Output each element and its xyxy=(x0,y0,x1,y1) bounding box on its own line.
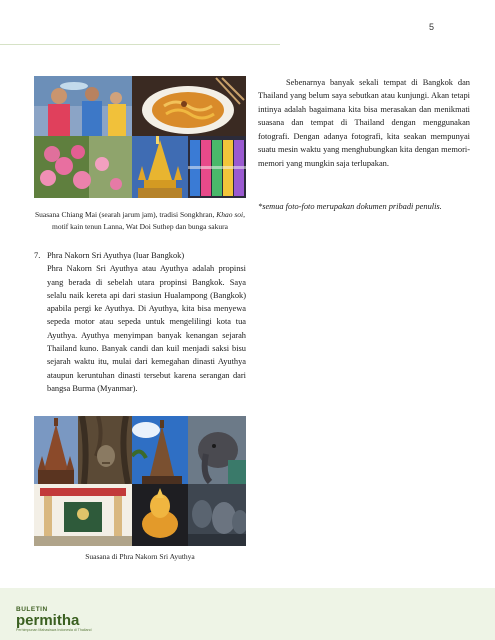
photo-credit-note: *semua foto-foto merupakan dokumen pribadi penulis. xyxy=(258,202,442,211)
ayuthya-temple-photo xyxy=(34,416,78,484)
buddha-statue-photo xyxy=(132,484,188,546)
top-caption-part1: Suasana Chiang Mai (searah jarum jam), tradisi Songkhran, xyxy=(35,210,215,219)
logo-sub-text: Perhimpunan Mahasiswa Indonesia di Thailand xyxy=(16,628,92,632)
top-caption-italic: Khao soi xyxy=(216,210,244,219)
chedi-sky-photo xyxy=(132,416,188,484)
header-rule xyxy=(0,44,280,45)
wat-doi-suthep-photo xyxy=(132,136,188,198)
closing-paragraph-block xyxy=(258,76,470,170)
logo-main-text: permitha xyxy=(16,612,80,629)
elephant-photo xyxy=(188,416,246,484)
buddha-rows-photo xyxy=(188,484,246,546)
logo-top-text: BULETIN xyxy=(16,606,48,613)
top-photo-caption xyxy=(34,209,246,232)
temple-gate-photo xyxy=(34,484,132,546)
page-number: 5 xyxy=(429,22,435,32)
lanna-fabric-photo xyxy=(188,136,246,198)
songkhran-photo xyxy=(34,76,132,136)
section-title: Phra Nakorn Sri Ayuthya (luar Bangkok) xyxy=(47,251,185,260)
section-number: 7. xyxy=(34,251,41,260)
top-caption-part2: , motif kain tenun Lanna, Wat Doi Suthep dan bunga sakura xyxy=(52,210,245,231)
buletin-permitha-logo xyxy=(16,606,91,632)
buddha-head-tree-photo xyxy=(78,416,132,484)
section-body: Phra Nakorn Sri Ayuthya atau Ayuthya adalah propinsi yang berada di sebelah utara propinsi Bangkok. Saya selalu naik kereta api dari stasiun Hualampong (Bangkok) apabila pergi ke Ayuthya. Di Ayuthya, kita bisa menyewa sepeda motor atau sepeda untuk mengelilingi kota tua Ayuthya. Ayuthya menyimpan banyak kenangan sejarah Thailand kuno. Banyak candi dan kuil menjadi saksi bisu sejarah waktu itu, mulai dari kemegahan dinasti Ayuthya ataupun keruntuhan dinasti tersebut karena serangan dari bangsa Burma (Myanmar). xyxy=(47,264,246,393)
section-heading xyxy=(34,249,246,262)
closing-paragraph: Sebenarnya banyak sekali tempat di Bangkok dan Thailand yang belum saya sebutkan atau kunjungi. Akan tetapi intinya adalah bagaimana kita bisa merasakan dan menikmati suasana dan tempat di Thailand dengan menggunakan fotografi. Dengan adanya fotografi, kita seakan mempunyai suatu mesin waktu yang menghubungkan kita dengan memori-memori yang mungkin saja terlupakan. xyxy=(258,78,470,168)
sakura-photo xyxy=(34,136,132,198)
khao-soi-photo xyxy=(132,76,246,136)
section-ayuthya xyxy=(34,249,246,395)
bottom-photo-caption: Suasana di Phra Nakorn Sri Ayuthya xyxy=(85,552,195,561)
